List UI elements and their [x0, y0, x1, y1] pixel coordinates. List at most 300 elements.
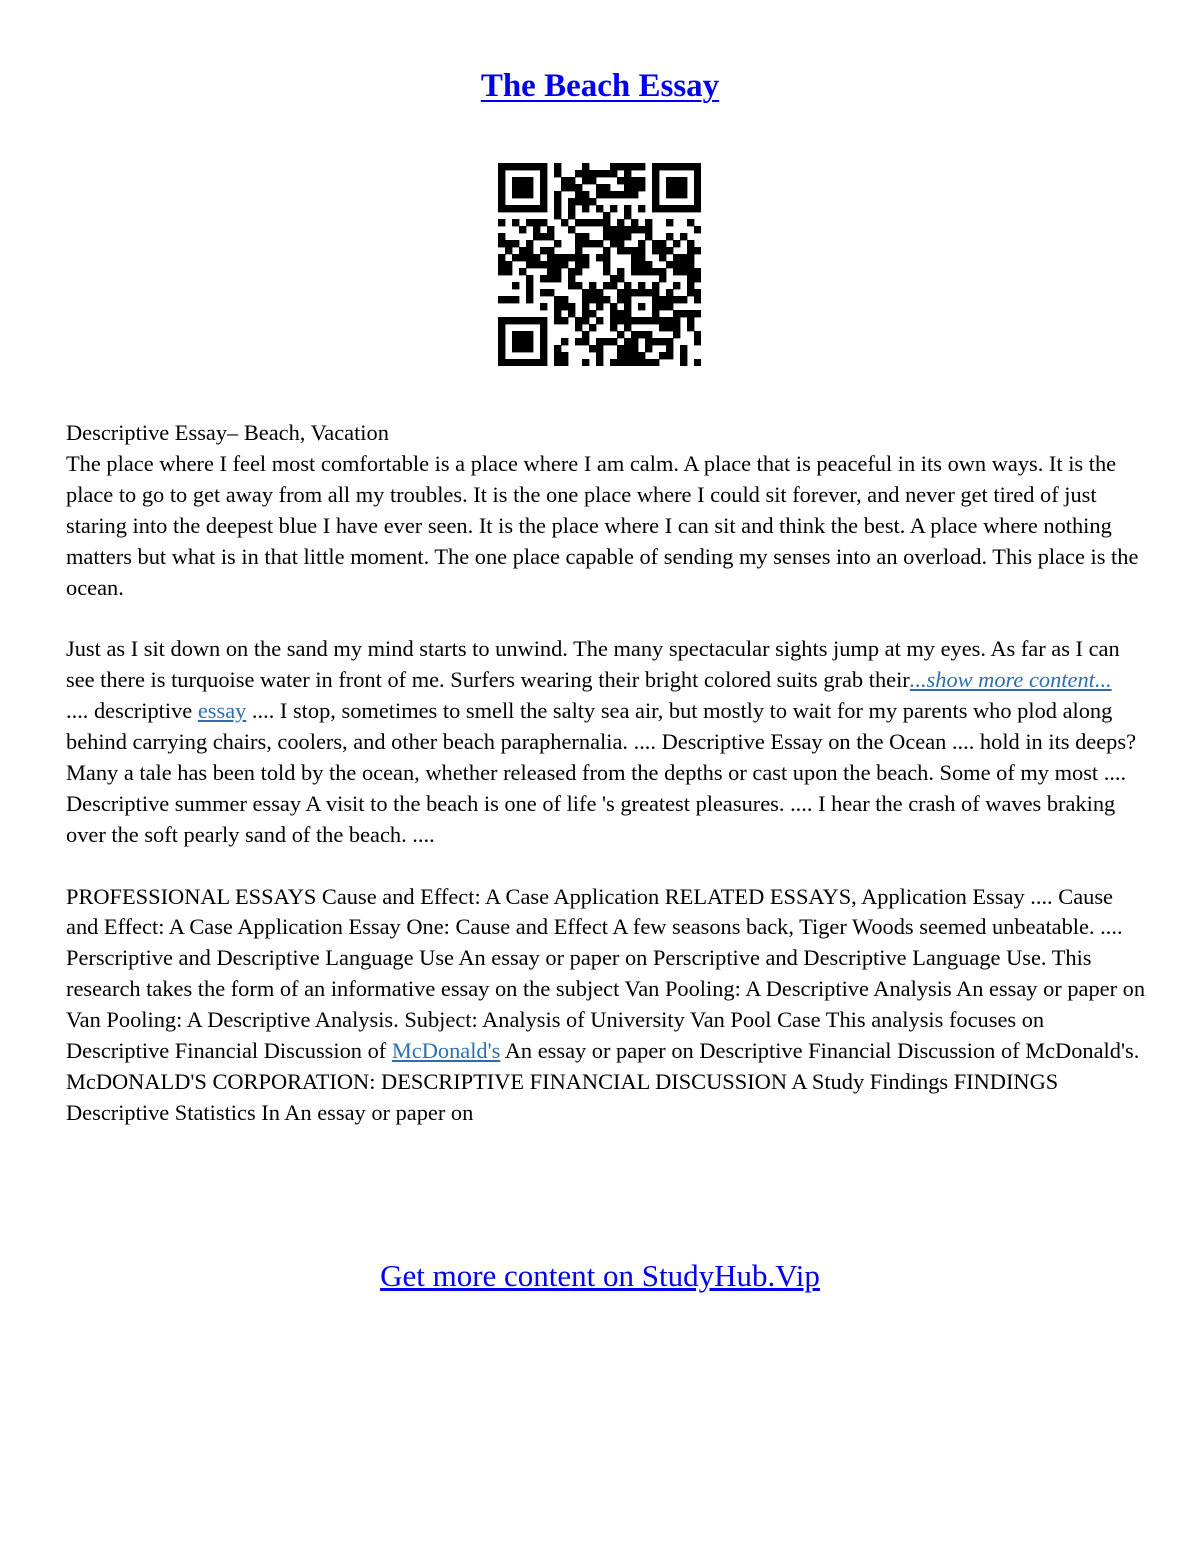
qr-module — [582, 198, 589, 205]
qr-module — [554, 310, 561, 317]
qr-module — [673, 184, 680, 191]
qr-module — [624, 163, 631, 170]
qr-module — [540, 184, 547, 191]
qr-module — [498, 240, 505, 247]
qr-module — [603, 191, 610, 198]
qr-module — [645, 219, 652, 226]
essay-subtitle: Descriptive Essay– Beach, Vacation — [66, 420, 389, 445]
qr-module — [547, 261, 554, 268]
qr-module — [575, 198, 582, 205]
qr-module — [659, 303, 666, 310]
qr-module — [554, 352, 561, 359]
qr-module — [624, 184, 631, 191]
essay-paragraph-1: The place where I feel most comfortable is a place where I am calm. A place that is peaceful in its own ways. It is the place to go to get away from all my troubles. It is the one place where I could sit forever, and never get tired of just staring into the deepest blue I have ever seen. It is the place where I can sit and think the best. A place where nothing matters but what is in that little moment. The one place capable of sending my senses into an overload. This place is the ocean. — [66, 450, 1139, 600]
qr-module — [624, 324, 631, 331]
qr-module — [512, 184, 519, 191]
qr-module — [610, 275, 617, 282]
qr-module — [561, 296, 568, 303]
qr-module — [512, 163, 519, 170]
qr-module — [610, 226, 617, 233]
qr-module — [645, 345, 652, 352]
qr-module — [666, 191, 673, 198]
qr-module — [519, 331, 526, 338]
qr-module — [575, 338, 582, 345]
qr-module — [533, 219, 540, 226]
qr-module — [680, 254, 687, 261]
qr-module — [687, 247, 694, 254]
qr-module — [631, 219, 638, 226]
qr-module — [498, 317, 505, 324]
qr-module — [554, 317, 561, 324]
qr-module — [624, 212, 631, 219]
qr-module — [687, 240, 694, 247]
qr-module — [638, 247, 645, 254]
qr-module — [540, 352, 547, 359]
qr-module — [610, 205, 617, 212]
qr-module — [680, 184, 687, 191]
qr-module — [596, 240, 603, 247]
qr-module — [582, 261, 589, 268]
qr-module — [498, 219, 505, 226]
qr-module — [694, 289, 701, 296]
qr-module — [617, 331, 624, 338]
qr-module — [540, 177, 547, 184]
qr-module — [547, 268, 554, 275]
studyhub-link[interactable]: Get more content on StudyHub.Vip — [380, 1258, 820, 1293]
qr-module — [582, 254, 589, 261]
qr-module — [575, 324, 582, 331]
qr-module — [624, 170, 631, 177]
qr-module — [610, 359, 617, 366]
qr-module — [624, 317, 631, 324]
qr-module — [645, 289, 652, 296]
qr-module — [687, 317, 694, 324]
qr-module — [526, 261, 533, 268]
qr-module — [596, 317, 603, 324]
qr-module — [652, 359, 659, 366]
qr-module — [631, 317, 638, 324]
qr-module — [694, 205, 701, 212]
qr-module — [547, 289, 554, 296]
qr-module — [666, 261, 673, 268]
qr-module — [638, 177, 645, 184]
qr-module — [589, 324, 596, 331]
qr-module — [652, 198, 659, 205]
qr-module — [540, 275, 547, 282]
qr-module — [617, 191, 624, 198]
qr-module — [568, 198, 575, 205]
qr-module — [540, 163, 547, 170]
qr-module — [512, 338, 519, 345]
title-link[interactable]: The Beach Essay — [480, 68, 720, 104]
qr-module — [624, 233, 631, 240]
qr-module — [582, 317, 589, 324]
qr-module — [540, 191, 547, 198]
qr-module — [694, 296, 701, 303]
qr-module — [624, 345, 631, 352]
qr-module — [498, 254, 505, 261]
qr-module — [673, 331, 680, 338]
qr-module — [582, 303, 589, 310]
qr-module — [631, 268, 638, 275]
qr-module — [533, 254, 540, 261]
qr-module — [526, 317, 533, 324]
qr-module — [554, 198, 561, 205]
qr-module — [596, 345, 603, 352]
qr-module — [505, 163, 512, 170]
qr-module — [603, 212, 610, 219]
qr-module — [638, 226, 645, 233]
qr-module — [687, 254, 694, 261]
qr-module — [575, 268, 582, 275]
qr-module — [666, 247, 673, 254]
qr-module — [540, 359, 547, 366]
qr-module — [540, 247, 547, 254]
qr-module — [638, 317, 645, 324]
qr-module — [498, 324, 505, 331]
qr-module — [540, 233, 547, 240]
qr-module — [519, 338, 526, 345]
qr-module — [680, 296, 687, 303]
qr-module — [680, 345, 687, 352]
qr-module — [673, 163, 680, 170]
qr-module — [666, 219, 673, 226]
qr-module — [498, 345, 505, 352]
paragraph-spacer — [66, 851, 1146, 882]
qr-module — [554, 254, 561, 261]
qr-module — [617, 352, 624, 359]
qr-module — [652, 268, 659, 275]
qr-module — [659, 268, 666, 275]
qr-module — [526, 191, 533, 198]
qr-module — [498, 268, 505, 275]
qr-module — [512, 191, 519, 198]
qr-module — [694, 338, 701, 345]
qr-module — [666, 352, 673, 359]
qr-module — [617, 275, 624, 282]
qr-module — [596, 254, 603, 261]
qr-module — [624, 289, 631, 296]
qr-module — [498, 296, 505, 303]
qr-module — [575, 261, 582, 268]
qr-module — [652, 338, 659, 345]
qr-module — [659, 338, 666, 345]
qr-module — [638, 303, 645, 310]
qr-module — [638, 282, 645, 289]
qr-module — [498, 338, 505, 345]
qr-module — [526, 282, 533, 289]
qr-module — [680, 268, 687, 275]
qr-module — [631, 177, 638, 184]
qr-module — [568, 184, 575, 191]
qr-module — [603, 338, 610, 345]
paragraph-3-before: .... descriptive — [66, 698, 198, 724]
qr-module — [645, 331, 652, 338]
qr-module — [589, 282, 596, 289]
essay-paragraph-4 — [66, 882, 1146, 1129]
qr-module — [498, 170, 505, 177]
qr-module — [519, 184, 526, 191]
qr-module — [547, 254, 554, 261]
qr-module — [512, 219, 519, 226]
qr-module — [540, 289, 547, 296]
qr-module — [540, 317, 547, 324]
qr-module — [673, 254, 680, 261]
qr-module — [673, 177, 680, 184]
qr-module — [498, 198, 505, 205]
qr-module — [498, 184, 505, 191]
mcdonalds-link[interactable]: McDonald's — [391, 1038, 501, 1064]
qr-module — [624, 303, 631, 310]
qr-module — [603, 233, 610, 240]
qr-module — [610, 303, 617, 310]
qr-module — [617, 163, 624, 170]
qr-module — [694, 275, 701, 282]
qr-module — [519, 268, 526, 275]
qr-module — [596, 205, 603, 212]
qr-module — [638, 289, 645, 296]
qr-module — [575, 247, 582, 254]
qr-module — [617, 233, 624, 240]
qr-module — [652, 282, 659, 289]
qr-module — [596, 352, 603, 359]
qr-module — [554, 261, 561, 268]
qr-module — [582, 177, 589, 184]
qr-module — [596, 359, 603, 366]
qr-module — [589, 240, 596, 247]
qr-module — [659, 240, 666, 247]
qr-module — [568, 303, 575, 310]
document-title — [0, 64, 1200, 108]
qr-module — [624, 282, 631, 289]
qr-module — [582, 205, 589, 212]
qr-module — [512, 296, 519, 303]
qr-module — [575, 219, 582, 226]
qr-module — [498, 163, 505, 170]
qr-module — [526, 275, 533, 282]
qr-module — [519, 191, 526, 198]
qr-module — [498, 352, 505, 359]
qr-module — [624, 247, 631, 254]
qr-module — [652, 184, 659, 191]
qr-module — [659, 296, 666, 303]
qr-module — [652, 289, 659, 296]
qr-module — [596, 303, 603, 310]
qr-module — [582, 191, 589, 198]
qr-module — [554, 170, 561, 177]
qr-module — [512, 345, 519, 352]
qr-module — [533, 359, 540, 366]
qr-module — [540, 261, 547, 268]
qr-module — [652, 317, 659, 324]
qr-module — [624, 296, 631, 303]
qr-module — [526, 359, 533, 366]
qr-module — [666, 338, 673, 345]
qr-module — [526, 254, 533, 261]
qr-module — [526, 163, 533, 170]
qr-module — [575, 317, 582, 324]
qr-module — [624, 359, 631, 366]
qr-module — [568, 310, 575, 317]
qr-module — [589, 310, 596, 317]
qr-module — [687, 275, 694, 282]
qr-module — [512, 317, 519, 324]
qr-module — [687, 261, 694, 268]
qr-module — [526, 184, 533, 191]
qr-module — [554, 303, 561, 310]
qr-module — [652, 240, 659, 247]
qr-module — [512, 240, 519, 247]
qr-module — [652, 303, 659, 310]
qr-module — [568, 254, 575, 261]
qr-module — [540, 170, 547, 177]
qr-module — [533, 226, 540, 233]
qr-module — [547, 226, 554, 233]
qr-module — [638, 359, 645, 366]
qr-module — [603, 184, 610, 191]
qr-module — [512, 177, 519, 184]
qr-module — [547, 233, 554, 240]
qr-module — [512, 331, 519, 338]
qr-module — [631, 352, 638, 359]
qr-module — [659, 324, 666, 331]
qr-module — [561, 338, 568, 345]
qr-module — [652, 177, 659, 184]
qr-module — [554, 345, 561, 352]
qr-module — [582, 359, 589, 366]
qr-module — [645, 317, 652, 324]
qr-module — [659, 317, 666, 324]
qr-module — [561, 303, 568, 310]
qr-module — [575, 254, 582, 261]
qr-module — [694, 247, 701, 254]
qr-module — [673, 324, 680, 331]
qr-module — [680, 163, 687, 170]
qr-module — [673, 268, 680, 275]
qr-module — [645, 268, 652, 275]
qr-module — [624, 226, 631, 233]
qr-module — [519, 254, 526, 261]
qr-module — [505, 268, 512, 275]
qr-module — [680, 177, 687, 184]
qr-module — [638, 268, 645, 275]
qr-module — [498, 261, 505, 268]
qr-module — [519, 177, 526, 184]
qr-module — [519, 247, 526, 254]
qr-module — [554, 359, 561, 366]
qr-module — [526, 247, 533, 254]
qr-module — [610, 317, 617, 324]
qr-module — [610, 338, 617, 345]
qr-module — [540, 331, 547, 338]
qr-module — [519, 205, 526, 212]
qr-module — [505, 247, 512, 254]
qr-module — [589, 289, 596, 296]
qr-module — [631, 226, 638, 233]
qr-module — [680, 310, 687, 317]
qr-module — [673, 282, 680, 289]
qr-module — [666, 345, 673, 352]
qr-module — [519, 163, 526, 170]
qr-module — [582, 338, 589, 345]
qr-module — [659, 163, 666, 170]
qr-module — [498, 359, 505, 366]
qr-module — [638, 240, 645, 247]
footer — [0, 1254, 1200, 1298]
qr-module — [617, 310, 624, 317]
essay-link[interactable]: essay — [197, 698, 247, 724]
qr-module — [666, 163, 673, 170]
qr-module — [582, 219, 589, 226]
qr-module — [575, 170, 582, 177]
qr-module — [687, 324, 694, 331]
qr-module — [624, 352, 631, 359]
qr-module — [680, 261, 687, 268]
qr-module — [631, 289, 638, 296]
qr-module — [603, 219, 610, 226]
qr-module — [652, 163, 659, 170]
qr-module — [610, 191, 617, 198]
qr-module — [603, 282, 610, 289]
qr-module — [694, 170, 701, 177]
qr-module — [624, 338, 631, 345]
qr-module — [694, 163, 701, 170]
qr-module — [540, 198, 547, 205]
qr-module — [638, 205, 645, 212]
qr-module — [694, 331, 701, 338]
qr-module — [680, 205, 687, 212]
qr-module — [659, 254, 666, 261]
qr-module — [519, 226, 526, 233]
qr-module — [659, 352, 666, 359]
qr-module — [533, 261, 540, 268]
qr-module — [631, 254, 638, 261]
qr-module — [512, 205, 519, 212]
paragraph-2-text: Just as I sit down on the sand my mind starts to unwind. The many spectacular sights jump at my eyes. As far as I can see there is turquoise water in front of me. Surfers wearing their bright colored suits grab their — [66, 636, 1120, 693]
qr-module — [547, 275, 554, 282]
qr-module — [617, 317, 624, 324]
essay-paragraph-2 — [66, 634, 1146, 696]
qr-module — [498, 177, 505, 184]
qr-module — [673, 310, 680, 317]
qr-module — [547, 247, 554, 254]
qr-module — [582, 163, 589, 170]
qr-module — [680, 352, 687, 359]
qr-module — [561, 261, 568, 268]
qr-module — [554, 163, 561, 170]
qr-module — [645, 338, 652, 345]
qr-module — [687, 289, 694, 296]
qr-module — [498, 233, 505, 240]
qr-module — [596, 296, 603, 303]
qr-module — [610, 233, 617, 240]
qr-module — [526, 345, 533, 352]
qr-module — [540, 303, 547, 310]
qr-module — [603, 261, 610, 268]
qr-module — [561, 177, 568, 184]
qr-module — [603, 268, 610, 275]
qr-module — [512, 282, 519, 289]
qr-code-icon — [498, 163, 701, 366]
qr-module — [652, 247, 659, 254]
qr-module — [603, 226, 610, 233]
qr-module — [561, 352, 568, 359]
qr-module — [631, 359, 638, 366]
qr-module — [694, 177, 701, 184]
show-more-link[interactable]: ...show more content... — [909, 667, 1112, 693]
qr-module — [645, 261, 652, 268]
paragraph-3-after: .... I stop, sometimes to smell the salty sea air, but mostly to wait for my parents who plod along behind carrying chairs, coolers, and other beach paraphernalia. .... Descriptive Essay on the Ocean .... hold in its deeps? Many a tale has been told by the ocean, whether released from the depths or cast upon the beach. Some of my most .... Descriptive summer essay A visit to the beach is one of life 's greatest pleasures. .... I hear the crash of waves braking over the soft pearly sand of the beach. .... — [66, 698, 1137, 847]
